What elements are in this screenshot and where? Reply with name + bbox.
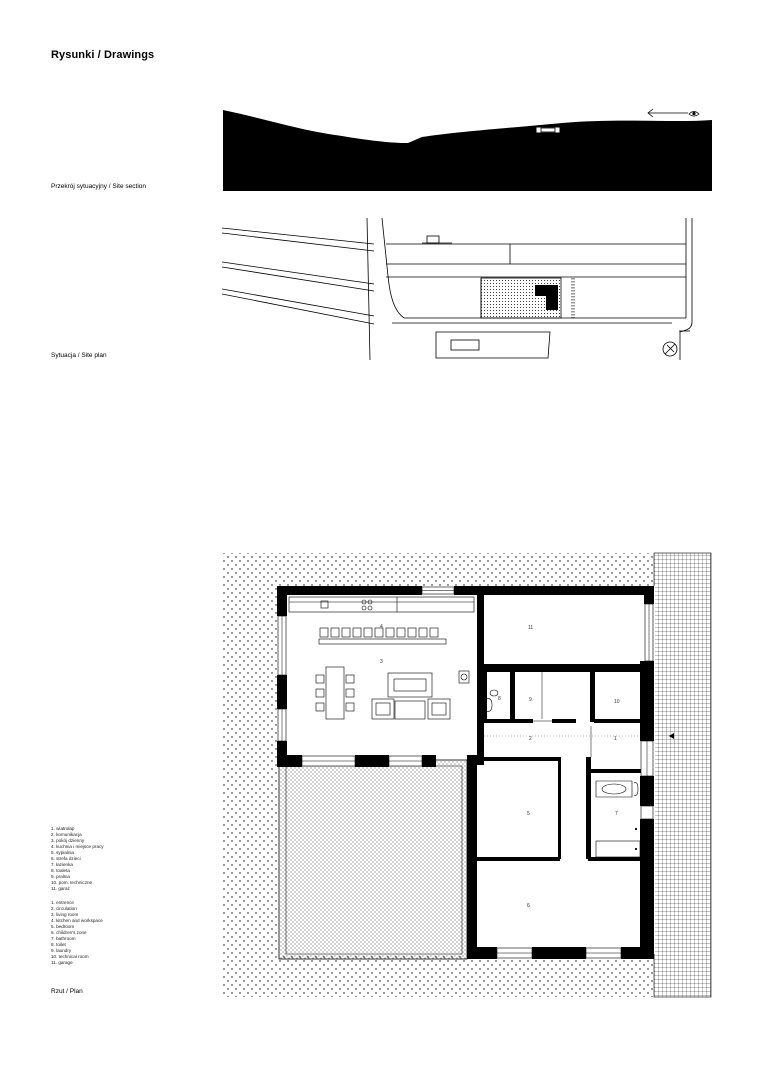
room-number: 2 [529, 736, 532, 742]
site-plan-caption: Sytuacja / Site plan [51, 352, 107, 359]
floor-plan-caption: Rzut / Plan [51, 988, 83, 995]
room-number: 11 [528, 625, 534, 631]
legend-item: 7. łazienka [51, 862, 73, 868]
legend-item: 3. pokój dzienny [51, 838, 85, 844]
legend-item: 6. children's zone [51, 930, 87, 936]
room-number: 6 [527, 903, 530, 909]
room-number: 1 [614, 736, 617, 742]
room-number: 7 [615, 811, 618, 817]
legend-item: 1. entrence [51, 900, 74, 905]
legend-item: 2. komunikacja [51, 832, 82, 838]
site-plan-drawing [222, 216, 714, 362]
legend-item: 10. technical room [51, 954, 89, 960]
legend-item: 11. garaż [51, 886, 70, 892]
room-number: 8 [498, 696, 501, 702]
legend-item: 11. garage [51, 960, 73, 966]
legend-item: 9. pralnia [51, 874, 70, 880]
legend-item: 6. strefa dzieci [51, 856, 81, 862]
terrace [279, 760, 467, 959]
view-arrow-icon [648, 109, 688, 117]
legend-item: 7. bathroom [51, 936, 76, 942]
legend-polish [51, 826, 104, 893]
room-number: 5 [527, 811, 530, 817]
eye-icon [689, 112, 699, 117]
terrain-section [223, 110, 712, 191]
site-section-drawing [222, 103, 714, 193]
legend-item: 9. laundry [51, 948, 72, 954]
legend-english [51, 900, 103, 967]
page-title: Rysunki / Drawings [51, 49, 155, 61]
room-number: 3 [380, 659, 383, 665]
legend-item: 10. pom. techniczne [51, 880, 93, 886]
legend-item: 5. bedroom [51, 924, 75, 930]
floor-plan-drawing [222, 551, 714, 1000]
room-number: 4 [380, 624, 383, 630]
legend-item: 3. living room [51, 912, 79, 918]
shed [427, 236, 439, 243]
legend-item: 8. toilet [51, 942, 66, 948]
site-section-caption: Przekrój sytuacyjny / Site section [51, 183, 147, 190]
legend-item: 2. circulation [51, 906, 77, 912]
room-number: 9 [529, 697, 532, 703]
legend-item: 1. wiatrołap [51, 826, 75, 831]
north-arrow-icon [663, 342, 677, 356]
legend-item: 5. sypialnia [51, 850, 74, 856]
street-grid-paving [654, 553, 711, 997]
legend-item: 4. kuchnia i miejsce pracy [51, 844, 104, 850]
room-number: 10 [614, 699, 620, 705]
legend-item: 4. kitchen and workspace [51, 918, 103, 924]
legend-item: 8. toaleta [51, 868, 70, 874]
